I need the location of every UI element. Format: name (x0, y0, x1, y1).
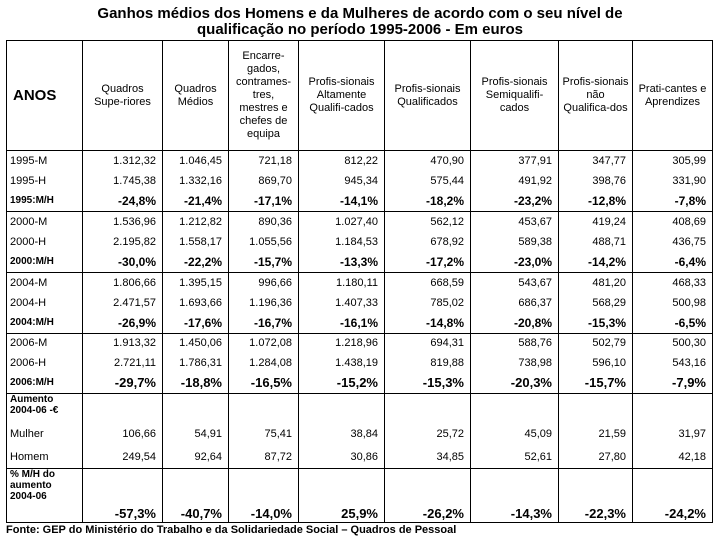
header-anos: ANOS (7, 41, 83, 151)
table-cell: 45,09 (471, 423, 559, 446)
table-cell: 92,64 (163, 446, 229, 469)
table-cell: 1.693,66 (163, 292, 229, 312)
table-cell: 1.027,40 (299, 211, 385, 231)
table-cell: -17,1% (229, 191, 299, 211)
row-label: 2004:M/H (7, 313, 83, 333)
table-cell: -17,2% (385, 252, 471, 272)
table-cell: 25,9% (299, 468, 385, 522)
table-cell: 31,97 (633, 423, 713, 446)
table-cell: 1.786,31 (163, 353, 229, 373)
table-cell: -24,8% (83, 191, 163, 211)
table-cell: -26,9% (83, 313, 163, 333)
table-cell: -15,3% (559, 313, 633, 333)
table-cell: 1.184,53 (299, 232, 385, 252)
header-row (7, 41, 713, 151)
table-cell: 686,37 (471, 292, 559, 312)
table-cell: 694,31 (385, 333, 471, 353)
page-title (0, 6, 720, 38)
header-col: Profis-sionais Qualificados (385, 41, 471, 151)
table-cell: -15,7% (229, 252, 299, 272)
table-cell: 1.046,45 (163, 151, 229, 171)
table-cell: -22,3% (559, 468, 633, 522)
table-cell: -17,6% (163, 313, 229, 333)
row-label: 1995-H (7, 171, 83, 191)
table-cell (299, 394, 385, 423)
table-cell: 2.195,82 (83, 232, 163, 252)
table-cell: 38,84 (299, 423, 385, 446)
table-cell: -20,3% (471, 374, 559, 394)
table-cell: 25,72 (385, 423, 471, 446)
table-cell: -14,0% (229, 468, 299, 522)
row-label: 1995:M/H (7, 191, 83, 211)
row-label: 2000-M (7, 211, 83, 231)
table-body (7, 151, 713, 523)
table-cell: -23,2% (471, 191, 559, 211)
row-label: % M/H do aumento 2004-06 (7, 468, 83, 522)
header-col: Quadros Médios (163, 41, 229, 151)
row-label: 2006-M (7, 333, 83, 353)
table-cell: 377,91 (471, 151, 559, 171)
table-cell: -6,4% (633, 252, 713, 272)
table-cell: 34,85 (385, 446, 471, 469)
table-cell: 453,67 (471, 211, 559, 231)
table-cell: 1.438,19 (299, 353, 385, 373)
table-cell: -12,8% (559, 191, 633, 211)
table-cell: 996,66 (229, 272, 299, 292)
table-cell: -15,3% (385, 374, 471, 394)
table-cell: 52,61 (471, 446, 559, 469)
table-cell: 678,92 (385, 232, 471, 252)
table-cell: 488,71 (559, 232, 633, 252)
table-cell: 575,44 (385, 171, 471, 191)
table-cell: -18,8% (163, 374, 229, 394)
row-label: 2004-M (7, 272, 83, 292)
row-label: Aumento 2004-06 -€ (7, 394, 83, 423)
table-cell: 481,20 (559, 272, 633, 292)
table-cell: 1.536,96 (83, 211, 163, 231)
table-cell: -20,8% (471, 313, 559, 333)
header-col: Profis-sionais não Qualifica-dos (559, 41, 633, 151)
table-cell: -15,7% (559, 374, 633, 394)
table-cell: 588,76 (471, 333, 559, 353)
table-cell: 543,16 (633, 353, 713, 373)
table-cell: 27,80 (559, 446, 633, 469)
table-cell: 2.471,57 (83, 292, 163, 312)
table-cell: 502,79 (559, 333, 633, 353)
table-row (7, 272, 713, 292)
table-cell (83, 394, 163, 423)
table-cell: -13,3% (299, 252, 385, 272)
table-cell: 568,29 (559, 292, 633, 312)
table-cell: -24,2% (633, 468, 713, 522)
table-cell: -7,9% (633, 374, 713, 394)
table-cell: 408,69 (633, 211, 713, 231)
table-cell: 596,10 (559, 353, 633, 373)
header-col: Profis-sionais Altamente Qualifi-cados (299, 41, 385, 151)
row-label: Mulher (7, 423, 83, 446)
table-cell: 1.332,16 (163, 171, 229, 191)
table-cell: 87,72 (229, 446, 299, 469)
row-label: 2000-H (7, 232, 83, 252)
table-cell: 812,22 (299, 151, 385, 171)
table-cell: -57,3% (83, 468, 163, 522)
table-cell: 468,33 (633, 272, 713, 292)
table-cell: 491,92 (471, 171, 559, 191)
table-row (7, 232, 713, 252)
table-cell (471, 394, 559, 423)
table-cell: 721,18 (229, 151, 299, 171)
row-label: 2006-H (7, 353, 83, 373)
table-cell: 890,36 (229, 211, 299, 231)
table-cell: -40,7% (163, 468, 229, 522)
table-cell: -16,1% (299, 313, 385, 333)
table-cell: -7,8% (633, 191, 713, 211)
table-cell: 1.284,08 (229, 353, 299, 373)
table-cell: 785,02 (385, 292, 471, 312)
table-row (7, 468, 713, 522)
table-cell: -14,1% (299, 191, 385, 211)
table-cell: -21,4% (163, 191, 229, 211)
table-cell: 305,99 (633, 151, 713, 171)
header-col: Profis-sionais Semiqualifi-cados (471, 41, 559, 151)
table-cell: 1.558,17 (163, 232, 229, 252)
table-cell: 869,70 (229, 171, 299, 191)
table-cell: -14,3% (471, 468, 559, 522)
table-cell: 945,34 (299, 171, 385, 191)
table-cell: -29,7% (83, 374, 163, 394)
table-cell: 819,88 (385, 353, 471, 373)
table-cell: 1.218,96 (299, 333, 385, 353)
header-col: Encarre-gados, contrames-tres, mestres e chefes de equipa (229, 41, 299, 151)
table-cell: -23,0% (471, 252, 559, 272)
table-cell: 436,75 (633, 232, 713, 252)
table-cell: 1.072,08 (229, 333, 299, 353)
table-cell: 331,90 (633, 171, 713, 191)
earnings-table (6, 40, 713, 523)
table-cell: 106,66 (83, 423, 163, 446)
table-row (7, 394, 713, 423)
row-label: 1995-M (7, 151, 83, 171)
table-cell (559, 394, 633, 423)
table-row (7, 446, 713, 469)
table-cell: 1.407,33 (299, 292, 385, 312)
table-cell: 2.721,11 (83, 353, 163, 373)
table-row (7, 171, 713, 191)
table-cell (229, 394, 299, 423)
source-note: Fonte: GEP do Ministério do Trabalho e da Solidariedade Social – Quadros de Pessoal (6, 524, 457, 536)
table-row (7, 252, 713, 272)
header-col: Quadros Supe-riores (83, 41, 163, 151)
table-row (7, 374, 713, 394)
table-cell: 738,98 (471, 353, 559, 373)
table-cell: 668,59 (385, 272, 471, 292)
table-cell: 1.913,32 (83, 333, 163, 353)
table-cell: -26,2% (385, 468, 471, 522)
table-cell: 1.450,06 (163, 333, 229, 353)
row-label: Homem (7, 446, 83, 469)
table-cell: 470,90 (385, 151, 471, 171)
table-cell: 1.806,66 (83, 272, 163, 292)
table-cell: 1.180,11 (299, 272, 385, 292)
table-cell: 419,24 (559, 211, 633, 231)
table-row (7, 423, 713, 446)
table-cell: 249,54 (83, 446, 163, 469)
table-row (7, 211, 713, 231)
table-cell: 1.055,56 (229, 232, 299, 252)
table-row (7, 292, 713, 312)
table-cell: 1.212,82 (163, 211, 229, 231)
header-col: Prati-cantes e Aprendizes (633, 41, 713, 151)
table-cell: -14,2% (559, 252, 633, 272)
table-cell: 30,86 (299, 446, 385, 469)
table-row (7, 151, 713, 171)
table-row (7, 333, 713, 353)
table-cell: 1.196,36 (229, 292, 299, 312)
table-row (7, 353, 713, 373)
table-cell: 562,12 (385, 211, 471, 231)
table-cell: 21,59 (559, 423, 633, 446)
table-cell (385, 394, 471, 423)
table-row (7, 313, 713, 333)
table-cell: 1.745,38 (83, 171, 163, 191)
table-cell: -15,2% (299, 374, 385, 394)
table-cell: 589,38 (471, 232, 559, 252)
title-line-2: qualificação no período 1995-2006 - Em euros (197, 21, 523, 38)
table-cell: -30,0% (83, 252, 163, 272)
table-row (7, 191, 713, 211)
title-line-1: Ganhos médios dos Homens e da Mulheres de acordo com o seu nível de (97, 5, 623, 22)
table-cell: 500,30 (633, 333, 713, 353)
table-cell: 543,67 (471, 272, 559, 292)
table-cell: 42,18 (633, 446, 713, 469)
table-cell: 500,98 (633, 292, 713, 312)
table-cell: 347,77 (559, 151, 633, 171)
table-cell: -22,2% (163, 252, 229, 272)
table-cell: 75,41 (229, 423, 299, 446)
table-cell (633, 394, 713, 423)
table-cell: 398,76 (559, 171, 633, 191)
table-cell: -6,5% (633, 313, 713, 333)
table-cell: -16,5% (229, 374, 299, 394)
table-cell (163, 394, 229, 423)
table-cell: -18,2% (385, 191, 471, 211)
row-label: 2004-H (7, 292, 83, 312)
table-cell: -16,7% (229, 313, 299, 333)
table-cell: 54,91 (163, 423, 229, 446)
row-label: 2006:M/H (7, 374, 83, 394)
row-label: 2000:M/H (7, 252, 83, 272)
table-cell: -14,8% (385, 313, 471, 333)
table-cell: 1.395,15 (163, 272, 229, 292)
table-cell: 1.312,32 (83, 151, 163, 171)
